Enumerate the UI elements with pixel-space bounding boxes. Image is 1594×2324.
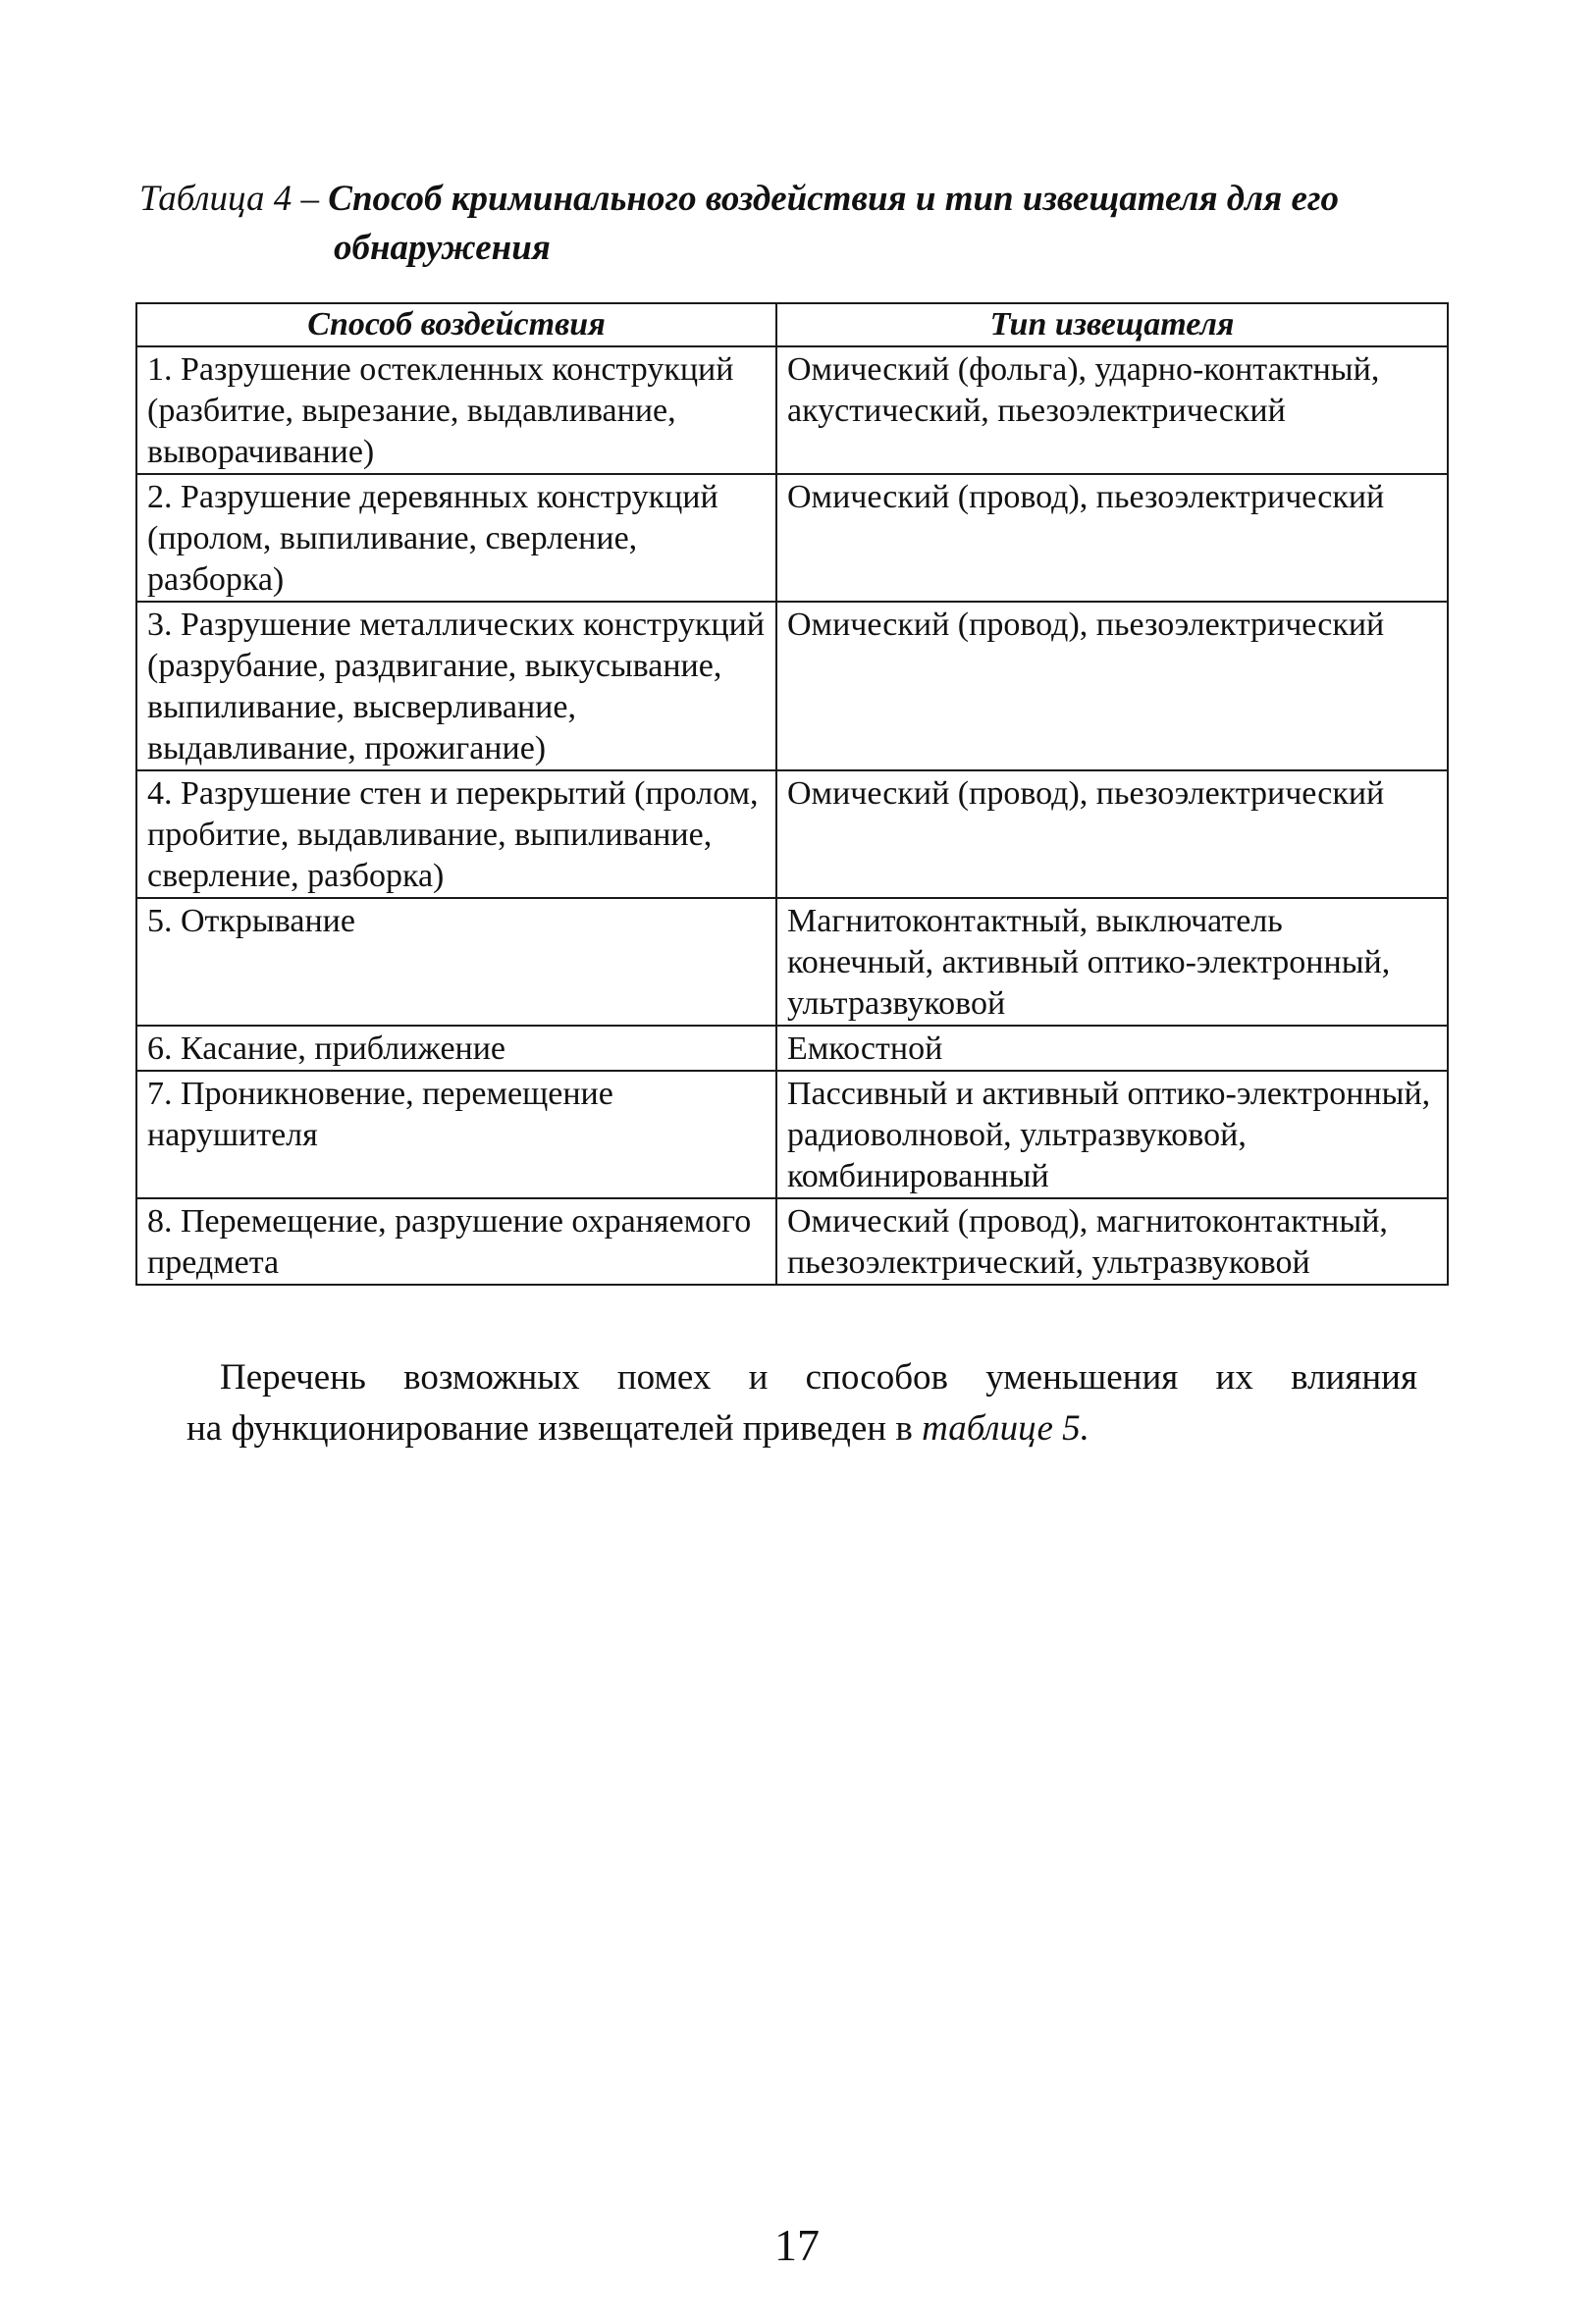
table-row <box>136 1026 1448 1071</box>
cell-method: 8. Перемещение, разрушение охраняемого предмета <box>136 1198 776 1285</box>
table-row <box>136 898 1448 1026</box>
caption-title-line2: обнаружения <box>334 228 551 268</box>
cell-method: 3. Разрушение металлических конструкций (разрубание, раздвигание, выкусывание, выпиливание, высверливание, выдавливание, прожигание) <box>136 602 776 770</box>
paragraph-line2: на функционирование извещателей приведен в <box>186 1408 923 1449</box>
cell-detector: Магнитоконтактный, выключатель конечный, активный оптико-электронный, ультразвуковой <box>776 898 1448 1026</box>
cell-detector: Емкостной <box>776 1026 1448 1071</box>
table-row <box>136 1071 1448 1198</box>
cell-method: 2. Разрушение деревянных конструкций (пролом, выпиливание, сверление, разборка) <box>136 474 776 602</box>
table-caption <box>139 175 1455 273</box>
page-number: 17 <box>774 2220 820 2270</box>
cell-method: 4. Разрушение стен и перекрытий (пролом, пробитие, выдавливание, выпиливание, сверление, разборка) <box>136 770 776 898</box>
caption-label: Таблица 4 – <box>139 179 329 219</box>
cell-method: 5. Открывание <box>136 898 776 1026</box>
cell-detector: Омический (фольга), ударно-контактный, акустический, пьезоэлектрический <box>776 346 1448 474</box>
cell-method: 6. Касание, приближение <box>136 1026 776 1071</box>
cell-detector: Омический (провод), магнитоконтактный, пьезоэлектрический, ультразвуковой <box>776 1198 1448 1285</box>
table-header-row <box>136 303 1448 346</box>
table-row <box>136 1198 1448 1285</box>
header-detector: Тип извещателя <box>776 303 1448 346</box>
caption-title-line1: Способ криминального воздействия и тип извещателя для его <box>328 179 1340 219</box>
detector-table <box>135 302 1449 1286</box>
cell-method: 1. Разрушение остекленных конструкций (разбитие, вырезание, выдавливание, выворачивание) <box>136 346 776 474</box>
cell-detector: Омический (провод), пьезоэлектрический <box>776 474 1448 602</box>
cell-detector: Омический (провод), пьезоэлектрический <box>776 602 1448 770</box>
table-row <box>136 602 1448 770</box>
paragraph-line1: Перечень возможных помех и способов уменьшения их влияния <box>220 1357 1417 1398</box>
cell-detector: Пассивный и активный оптико-электронный, радиоволновой, ультразвуковой, комбинированный <box>776 1071 1448 1198</box>
cell-method: 7. Проникновение, перемещение нарушителя <box>136 1071 776 1198</box>
table-reference: таблице 5. <box>922 1408 1089 1449</box>
table-row <box>136 474 1448 602</box>
header-method: Способ воздействия <box>136 303 776 346</box>
table-row <box>136 770 1448 898</box>
cell-detector: Омический (провод), пьезоэлектрический <box>776 770 1448 898</box>
body-paragraph <box>186 1352 1417 1454</box>
table-row <box>136 346 1448 474</box>
